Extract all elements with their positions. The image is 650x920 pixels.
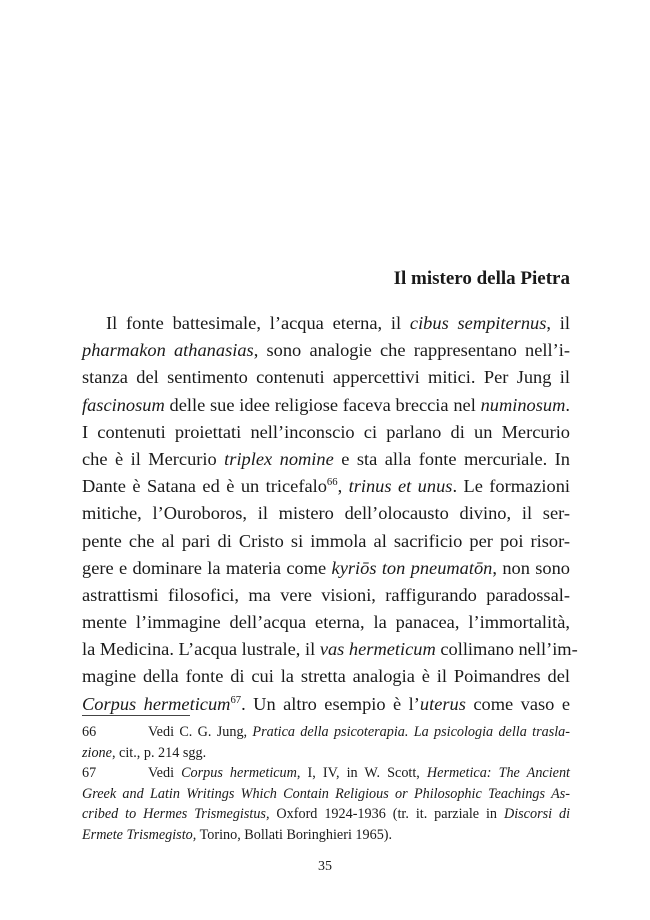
text-line	[82, 337, 570, 364]
text-line	[82, 446, 570, 473]
italic-text: uterus	[419, 693, 466, 714]
text-run: , I, IV, in W. Scott,	[296, 765, 427, 781]
italic-text: cribed to Hermes Trismegistus,	[82, 806, 270, 822]
italic-text: triplex nomine	[224, 448, 334, 469]
footnotes	[82, 722, 570, 845]
body-text	[82, 310, 578, 718]
footnote-line	[82, 743, 570, 764]
text-line	[82, 555, 570, 582]
italic-text: Corpus hermeticum	[181, 765, 297, 781]
text-run: . Un altro esempio è l’	[241, 693, 420, 714]
footnote-number: 66	[82, 724, 97, 740]
italic-text: Discorsi di	[503, 806, 571, 822]
italic-text: Pratica della psicoterapia. La psicologia della trasla-	[252, 724, 570, 740]
text-run: astrattismi filosofici, ma vere visioni, raffigurando paradossal-	[82, 584, 570, 605]
text-run: Vedi	[148, 765, 182, 781]
footnote-divider	[82, 715, 190, 716]
text-run: collimano nell’im-	[435, 639, 578, 660]
footnote-line	[82, 722, 570, 743]
footnote-line	[82, 804, 570, 825]
text-run: ,	[337, 476, 349, 497]
italic-text: Corpus hermeticum	[82, 693, 231, 714]
text-run: come vaso e	[465, 693, 570, 714]
italic-text: trinus et unus	[348, 476, 453, 497]
text-line	[82, 392, 570, 419]
text-line	[82, 582, 570, 609]
italic-text: pharmakon athanasias	[82, 340, 254, 361]
text-line	[82, 473, 570, 500]
text-run: Il fonte battesimale, l’acqua eterna, il	[106, 313, 410, 333]
text-line	[82, 419, 570, 446]
text-line	[82, 364, 570, 391]
page-number: 35	[318, 859, 332, 874]
text-run: Dante è Satana ed è un tricefalo	[82, 476, 327, 497]
text-run: , sono analogie che rappresentano nell’i-	[253, 340, 570, 361]
text-line	[82, 691, 570, 718]
footnote	[82, 722, 570, 763]
italic-text: Greek and Latin Writings Which Contain Religious or Philosophic Teachings As-	[82, 785, 570, 802]
text-run: magine della fonte di cui la stretta analogia è il Poimandres del	[82, 666, 570, 687]
text-run: la Medicina. L’acqua lustrale, il	[82, 639, 320, 660]
text-run: delle sue idee religiose faceva breccia nel	[164, 394, 481, 415]
footnote-number: 67	[82, 765, 97, 781]
text-run: .	[565, 394, 570, 415]
text-line	[82, 310, 570, 337]
text-run: , cit., p. 214 sgg.	[111, 744, 207, 761]
footnote-reference: 67	[230, 693, 242, 706]
italic-text: zione	[82, 744, 112, 761]
text-run: e sta alla fonte mercuriale. In	[333, 448, 570, 469]
footnote-line	[82, 763, 570, 784]
text-line	[82, 663, 570, 690]
italic-text: kyriōs ton pneumatōn	[331, 557, 493, 578]
text-run: , il	[546, 313, 570, 333]
text-line	[82, 636, 578, 663]
text-line	[82, 609, 570, 636]
text-line	[82, 500, 570, 527]
italic-text: fascinosum	[82, 394, 165, 415]
text-line	[82, 528, 570, 555]
text-run: Vedi C. G. Jung,	[148, 724, 253, 740]
italic-text: cibus sempiternus	[409, 313, 547, 333]
italic-text: Hermetica: The Ancient	[426, 765, 570, 781]
text-run: che è il Mercurio	[82, 448, 225, 469]
text-run: . Le formazioni	[452, 476, 570, 497]
footnote-reference: 66	[326, 476, 338, 488]
text-run: mente l’immagine dell’acqua eterna, la panacea, l’immortalità,	[82, 612, 570, 633]
text-run: Oxford 1924-1936 (tr. it. parziale in	[269, 806, 504, 822]
text-run: pente che al pari di Cristo si immola al sacrificio per poi risor-	[82, 530, 570, 551]
italic-text: Ermete Trismegisto,	[82, 826, 197, 843]
text-run: I contenuti proiettati nell’inconscio ci parlano di un Mercurio	[82, 421, 570, 442]
text-run: mitiche, l’Ouroboros, il mistero dell’olocausto divino, il ser-	[82, 503, 570, 524]
footnote	[82, 763, 570, 845]
text-run: stanza del sentimento contenuti appercettivi mitici. Per Jung il	[82, 367, 570, 388]
section-title: Il mistero della Pietra	[393, 268, 570, 289]
footnote-line	[82, 784, 570, 805]
italic-text: vas hermeticum	[319, 639, 436, 660]
text-run: Torino, Bollati Boringhieri 1965).	[196, 826, 393, 843]
italic-text: numinosum	[480, 394, 566, 415]
text-run: , non sono	[492, 557, 570, 578]
text-run: gere e dominare la materia come	[82, 557, 332, 578]
footnote-line	[82, 825, 570, 846]
